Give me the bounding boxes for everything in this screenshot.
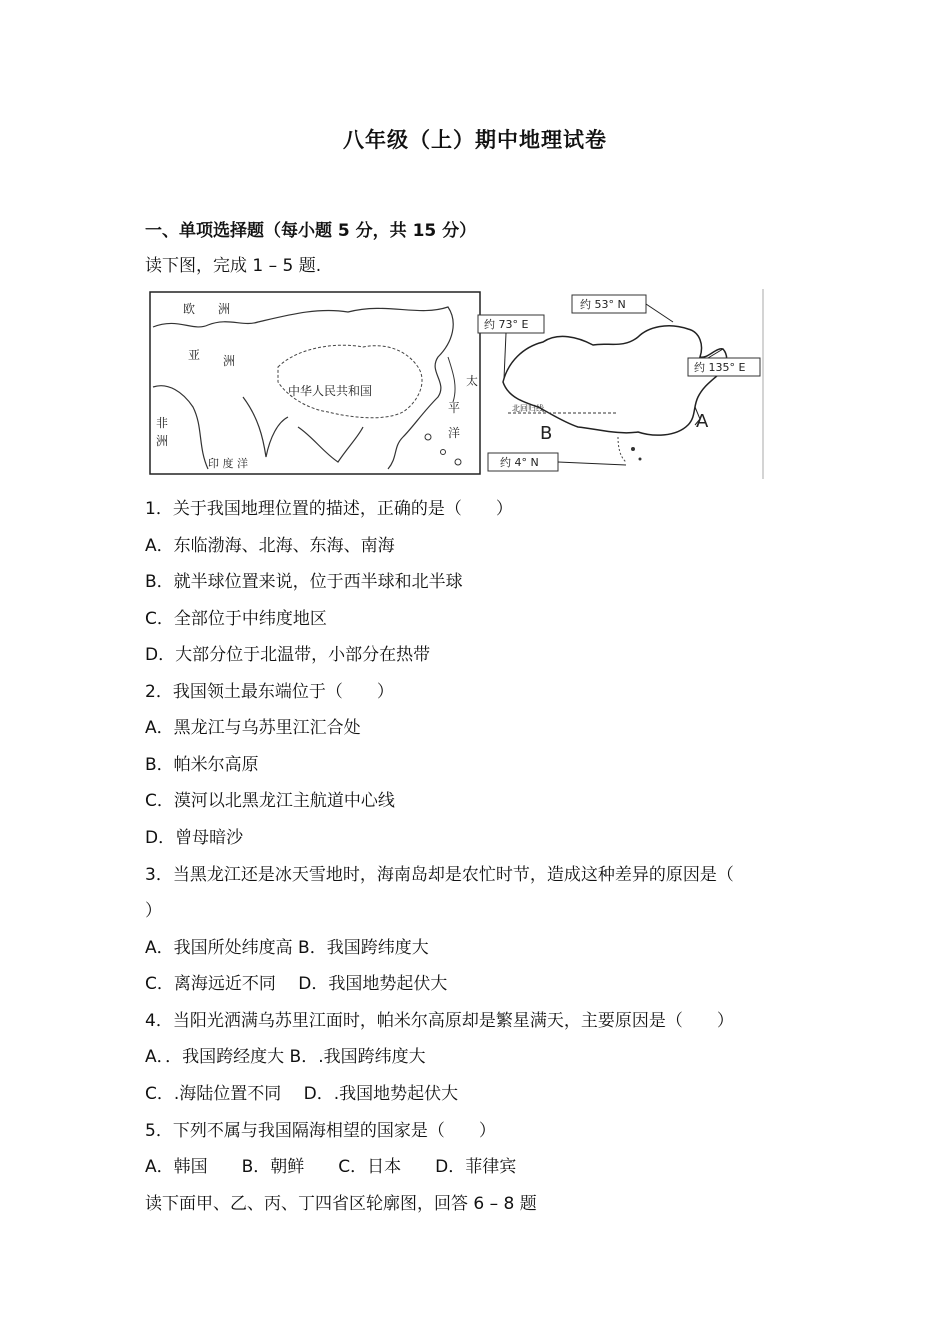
label-asia: 亚 bbox=[188, 348, 201, 362]
label-indian-ocean: 印 度 洋 bbox=[208, 457, 248, 470]
section-heading: 一、单项选择题（每小题 5 分，共 15 分） bbox=[145, 221, 477, 241]
question-1-option-b: B．就半球位置来说，位于西半球和北半球 bbox=[145, 572, 463, 592]
question-3-stem-cont: ） bbox=[145, 901, 162, 921]
map-figure bbox=[148, 287, 766, 480]
label-africa: 非 bbox=[156, 416, 169, 430]
label-zhou: 洲 bbox=[156, 434, 169, 448]
question-3-options-cd: C．离海远近不同 D．我国地势起伏大 bbox=[145, 974, 448, 994]
island bbox=[639, 458, 642, 461]
question-1-option-c: C．全部位于中纬度地区 bbox=[145, 609, 327, 629]
label-tropic: 北回归线 bbox=[512, 404, 544, 413]
label-zhou: 洲 bbox=[223, 354, 236, 368]
pointer-line bbox=[558, 462, 626, 465]
section-intro: 读下图，完成 1 – 5 题. bbox=[145, 256, 322, 276]
question-4-stem: 4．当阳光洒满乌苏里江面时，帕米尔高原却是繁星满天，主要原因是（ ） bbox=[145, 1011, 734, 1031]
label-pacific: 太 bbox=[466, 374, 479, 388]
label-a: A bbox=[696, 411, 709, 432]
question-3-stem: 3．当黑龙江还是冰天雪地时，海南岛却是农忙时节，造成这种差异的原因是（ bbox=[145, 865, 734, 885]
label-pacific: 洋 bbox=[448, 426, 461, 440]
question-4-options-ab: A．．我国跨经度大 B．.我国跨纬度大 bbox=[145, 1047, 426, 1067]
south-sea bbox=[618, 437, 626, 462]
question-1-option-d: D．大部分位于北温带，小部分在热带 bbox=[145, 645, 431, 665]
label-pacific: 平 bbox=[448, 401, 461, 415]
map-svg bbox=[148, 287, 766, 480]
next-section-intro: 读下面甲、乙、丙、丁四省区轮廓图，回答 6 – 8 题 bbox=[145, 1194, 537, 1214]
label-lon73: 约 73° E bbox=[484, 318, 529, 331]
label-zhou: 洲 bbox=[218, 302, 231, 316]
page-title: 八年级（上）期中地理试卷 bbox=[343, 128, 607, 152]
asia-map-frame bbox=[150, 292, 480, 474]
label-europe: 欧 bbox=[183, 302, 196, 316]
question-5-options: A．韩国 B．朝鲜 C．日本 D．菲律宾 bbox=[145, 1157, 517, 1177]
china-outline bbox=[503, 326, 727, 435]
label-lat53: 约 53° N bbox=[580, 298, 626, 311]
pointer-line bbox=[646, 304, 673, 322]
question-3-options-ab: A．我国所处纬度高 B．我国跨纬度大 bbox=[145, 938, 429, 958]
question-2-option-a: A．黑龙江与乌苏里江汇合处 bbox=[145, 718, 361, 738]
label-lon135: 约 135° E bbox=[694, 361, 746, 374]
question-2-option-d: D．曾母暗沙 bbox=[145, 828, 244, 848]
label-lat4: 约 4° N bbox=[500, 456, 539, 469]
question-2-option-b: B．帕米尔高原 bbox=[145, 755, 259, 775]
question-5-stem: 5．下列不属与我国隔海相望的国家是（ ） bbox=[145, 1121, 496, 1141]
question-2-option-c: C．漠河以北黑龙江主航道中心线 bbox=[145, 791, 395, 811]
label-china: 中华人民共和国 bbox=[288, 384, 373, 398]
question-4-options-cd: C．.海陆位置不同 D．.我国地势起伏大 bbox=[145, 1084, 459, 1104]
island bbox=[631, 447, 635, 451]
question-1-stem: 1．关于我国地理位置的描述，正确的是（ ） bbox=[145, 499, 513, 519]
label-b: B bbox=[540, 423, 553, 444]
question-2-stem: 2．我国领土最东端位于（ ） bbox=[145, 682, 394, 702]
question-1-option-a: A．东临渤海、北海、东海、南海 bbox=[145, 536, 395, 556]
